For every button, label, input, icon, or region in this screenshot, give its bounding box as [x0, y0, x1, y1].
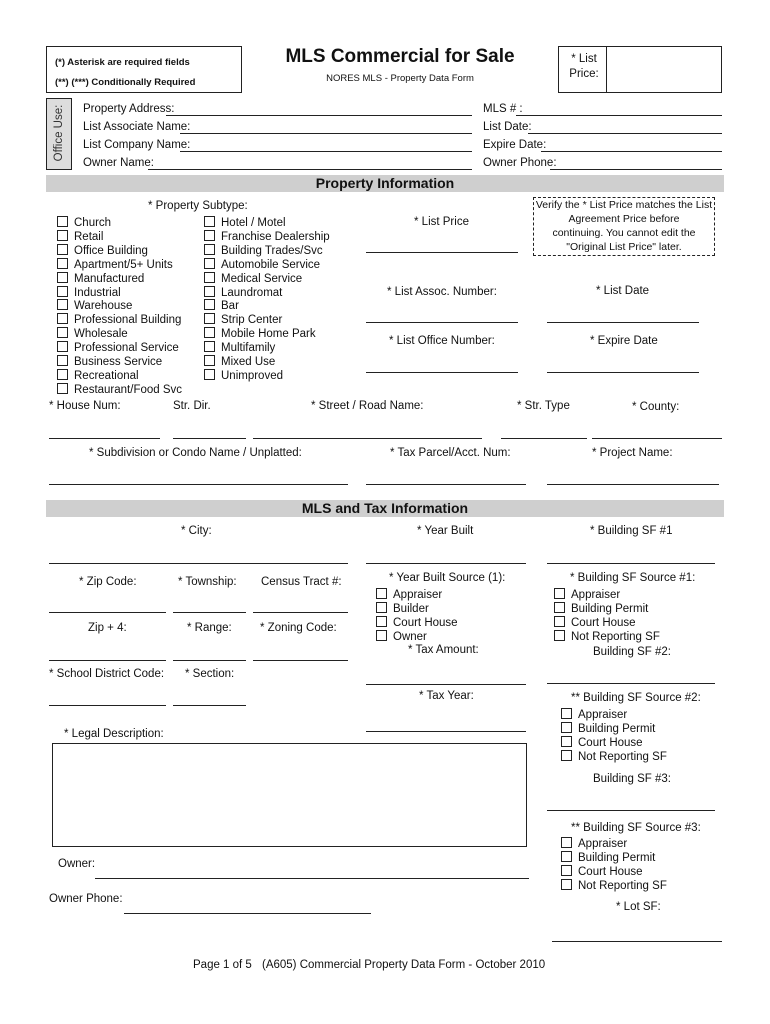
lot-sf-input[interactable]	[552, 941, 722, 942]
county-input[interactable]	[592, 438, 722, 439]
option-label: Appraiser	[578, 709, 628, 721]
list-associate-name-input[interactable]	[180, 133, 472, 134]
checkbox-icon[interactable]	[561, 837, 572, 848]
subtype-option-label: Office Building	[74, 244, 148, 257]
subtype-option-label: Recreational	[74, 369, 139, 382]
property-info-section-bar	[46, 175, 724, 192]
subtype-option-label: Unimproved	[221, 369, 283, 382]
subtype-option[interactable]	[57, 383, 182, 397]
office-owner-phone-label: Owner Phone:	[483, 157, 557, 169]
page-title: MLS Commercial for Sale	[285, 46, 515, 67]
legal-description-label: * Legal Description:	[64, 728, 164, 740]
checkbox-icon[interactable]	[554, 616, 565, 627]
lot-sf-label: * Lot SF:	[616, 901, 661, 913]
list-price-input[interactable]	[366, 252, 518, 253]
tax-year-label: * Tax Year:	[419, 690, 474, 702]
subtype-option-label: Franchise Dealership	[221, 230, 330, 243]
street-name-label: * Street / Road Name:	[311, 400, 424, 412]
building-sf-source-3-option[interactable]	[561, 865, 667, 879]
verify-note-line-4: "Original List Price" later.	[566, 241, 682, 253]
checkbox-icon[interactable]	[561, 722, 572, 733]
subtype-option[interactable]	[57, 327, 182, 341]
zip-plus-4-label: Zip + 4:	[88, 622, 127, 634]
house-num-input[interactable]	[49, 438, 160, 439]
subtype-option[interactable]	[204, 286, 330, 300]
footer-form-name: (A605) Commercial Property Data Form - October 2010	[262, 959, 546, 971]
subtype-option[interactable]	[57, 272, 182, 286]
building-sf-2-label: Building SF #2:	[593, 646, 671, 658]
tax-year-input[interactable]	[366, 731, 526, 732]
subtype-option-label: Restaurant/Food Svc	[74, 383, 183, 396]
subtype-option-label: Automobile Service	[221, 258, 321, 271]
subtype-option-label: Bar	[221, 300, 239, 313]
list-office-number-input[interactable]	[366, 372, 518, 373]
checkbox-icon[interactable]	[57, 299, 68, 310]
year-built-input[interactable]	[366, 563, 526, 564]
project-name-input[interactable]	[547, 484, 719, 485]
checkbox-icon[interactable]	[57, 258, 68, 269]
year-built-source-option[interactable]	[376, 630, 458, 644]
owner-name-label: Owner Name:	[83, 157, 154, 169]
checkbox-icon[interactable]	[561, 879, 572, 890]
building-sf-source-1-option[interactable]	[554, 588, 660, 602]
checkbox-icon[interactable]	[376, 616, 387, 627]
building-sf-source-1-option[interactable]	[554, 630, 660, 644]
option-label: Appraiser	[571, 589, 621, 601]
office-use-label: Office Use:	[53, 104, 65, 162]
subtype-option[interactable]	[204, 230, 330, 244]
subtype-option-label: Church	[74, 217, 112, 229]
school-district-input[interactable]	[49, 705, 166, 706]
subtype-option-label: Medical Service	[221, 272, 303, 285]
building-sf-1-label: * Building SF #1	[590, 525, 673, 537]
range-label: * Range:	[187, 622, 232, 634]
checkbox-icon[interactable]	[204, 244, 215, 255]
checkbox-icon[interactable]	[57, 230, 68, 241]
office-expire-date-label: Expire Date:	[483, 139, 547, 151]
subdivision-input[interactable]	[49, 484, 348, 485]
zoning-code-label: * Zoning Code:	[260, 622, 337, 634]
owner-input[interactable]	[95, 878, 529, 879]
subtype-option[interactable]	[204, 369, 330, 383]
subtype-list-col2	[204, 216, 330, 383]
mls-tax-section-title: MLS and Tax Information	[301, 500, 469, 516]
zip-code-input[interactable]	[49, 612, 166, 613]
checkbox-icon[interactable]	[204, 299, 215, 310]
checkbox-icon[interactable]	[204, 216, 215, 227]
subtype-option-label: Manufactured	[74, 272, 145, 285]
checkbox-icon[interactable]	[561, 865, 572, 876]
subtype-option[interactable]	[57, 244, 182, 258]
project-name-label: * Project Name:	[592, 447, 673, 459]
range-input[interactable]	[173, 660, 246, 661]
option-label: Court House	[578, 736, 643, 749]
expire-date-label: * Expire Date	[590, 335, 658, 347]
subtype-option[interactable]	[57, 369, 182, 383]
list-assoc-number-input[interactable]	[366, 322, 518, 323]
option-label: Not Reporting SF	[578, 750, 667, 763]
year-built-label: * Year Built	[417, 525, 474, 537]
subtype-option[interactable]	[57, 355, 182, 369]
tax-parcel-input[interactable]	[366, 484, 526, 485]
list-company-name-label: List Company Name:	[83, 139, 191, 151]
year-built-source-label: * Year Built Source (1):	[389, 572, 506, 584]
subtype-option-label: Apartment/5+ Units	[74, 258, 173, 271]
subtype-option[interactable]	[57, 258, 182, 272]
building-sf-source-1-option[interactable]	[554, 616, 660, 630]
city-input[interactable]	[49, 563, 348, 564]
building-sf-source-2-option[interactable]	[561, 708, 667, 722]
option-label: Builder	[393, 602, 429, 615]
checkbox-icon[interactable]	[561, 708, 572, 719]
subtype-option-label: Building Trades/Svc	[221, 244, 323, 257]
subtype-option-label: Hotel / Motel	[221, 217, 286, 229]
list-date-label: * List Date	[596, 285, 650, 297]
verify-note-line-1: Verify the * List Price matches the List	[535, 199, 713, 211]
checkbox-icon[interactable]	[57, 383, 68, 394]
census-tract-label: Census Tract #:	[261, 576, 342, 588]
subtype-option[interactable]	[204, 244, 330, 258]
subtype-list-col1	[57, 216, 182, 397]
building-sf-source-2-list	[561, 708, 667, 764]
checkbox-icon[interactable]	[204, 369, 215, 380]
checkbox-icon[interactable]	[204, 272, 215, 283]
checkbox-icon[interactable]	[204, 230, 215, 241]
building-sf-source-3-label: ** Building SF Source #3:	[571, 822, 701, 834]
subtype-option[interactable]	[204, 341, 330, 355]
building-sf-1-input[interactable]	[547, 563, 715, 564]
str-type-label: * Str. Type	[517, 400, 570, 412]
option-label: Court House	[578, 865, 643, 878]
subtype-option-label: Professional Building	[74, 314, 182, 327]
list-price-header-label-1: * List	[571, 53, 597, 65]
checkbox-icon[interactable]	[57, 313, 68, 324]
year-built-source-option[interactable]	[376, 588, 458, 602]
subtype-option[interactable]	[57, 299, 182, 313]
option-label: Not Reporting SF	[578, 879, 667, 892]
owner-phone-label: Owner Phone:	[49, 893, 123, 905]
building-sf-source-2-option[interactable]	[561, 750, 667, 764]
checkbox-icon[interactable]	[561, 750, 572, 761]
checkbox-icon[interactable]	[561, 851, 572, 862]
checkbox-icon[interactable]	[57, 355, 68, 366]
subtype-option[interactable]	[204, 272, 330, 286]
list-price-label: * List Price	[414, 216, 469, 228]
checkbox-icon[interactable]	[554, 630, 565, 641]
checkbox-icon[interactable]	[376, 630, 387, 641]
zoning-code-input[interactable]	[253, 660, 348, 661]
building-sf-source-1-option[interactable]	[554, 602, 660, 616]
year-built-source-list	[376, 588, 458, 644]
property-address-input[interactable]	[166, 115, 472, 116]
census-tract-input[interactable]	[253, 612, 348, 613]
checkbox-icon[interactable]	[57, 327, 68, 338]
subtype-option[interactable]	[57, 341, 182, 355]
subtype-option[interactable]	[204, 313, 330, 327]
subtype-option-label: Professional Service	[74, 342, 179, 355]
checkbox-icon[interactable]	[561, 736, 572, 747]
township-input[interactable]	[173, 612, 246, 613]
subtype-option-label: Business Service	[74, 356, 163, 369]
option-label: Appraiser	[393, 589, 443, 601]
verify-note-line-3: continuing. You cannot edit the	[552, 227, 696, 239]
office-list-date-input[interactable]	[528, 133, 722, 134]
checkbox-icon[interactable]	[57, 244, 68, 255]
required-note: (*) Asterisk are required fields	[55, 57, 190, 68]
street-name-input[interactable]	[253, 438, 482, 439]
building-sf-source-3-option[interactable]	[561, 879, 667, 893]
zip-code-label: * Zip Code:	[79, 576, 137, 588]
building-sf-2-input[interactable]	[547, 683, 715, 684]
checkbox-icon[interactable]	[376, 588, 387, 599]
building-sf-source-2-label: ** Building SF Source #2:	[571, 692, 701, 704]
building-sf-source-2-option[interactable]	[561, 722, 667, 736]
checkbox-icon[interactable]	[204, 313, 215, 324]
list-date-input[interactable]	[547, 322, 699, 323]
subtype-option-label: Laundromat	[221, 286, 283, 299]
checkbox-icon[interactable]	[204, 286, 215, 297]
checkbox-icon[interactable]	[57, 286, 68, 297]
tax-parcel-label: * Tax Parcel/Acct. Num:	[390, 447, 511, 459]
subtype-option-label: Multifamily	[221, 342, 276, 355]
section-label: * Section:	[185, 668, 235, 680]
option-label: Court House	[571, 616, 636, 629]
subtype-option-label: Mixed Use	[221, 356, 276, 369]
building-sf-3-input[interactable]	[547, 810, 715, 811]
owner-name-input[interactable]	[148, 169, 472, 170]
county-label: * County:	[632, 401, 680, 413]
year-built-source-option[interactable]	[376, 602, 458, 616]
checkbox-icon[interactable]	[57, 341, 68, 352]
option-label: Appraiser	[578, 838, 628, 850]
list-company-name-input[interactable]	[180, 151, 472, 152]
subtype-option-label: Warehouse	[74, 300, 133, 313]
list-assoc-number-label: * List Assoc. Number:	[387, 286, 497, 298]
list-office-number-label: * List Office Number:	[389, 335, 495, 347]
zip-plus-4-input[interactable]	[49, 660, 166, 661]
option-label: Not Reporting SF	[571, 630, 660, 643]
year-built-source-option[interactable]	[376, 616, 458, 630]
office-owner-phone-input[interactable]	[550, 169, 722, 170]
checkbox-icon[interactable]	[376, 602, 387, 613]
subtype-option[interactable]	[57, 313, 182, 327]
subtype-option-label: Wholesale	[74, 328, 128, 341]
subtype-option[interactable]	[57, 286, 182, 300]
building-sf-3-label: Building SF #3:	[593, 773, 671, 785]
subtype-option[interactable]	[57, 216, 182, 230]
subdivision-label: * Subdivision or Condo Name / Unplatted:	[89, 447, 302, 459]
property-subtype-label: * Property Subtype:	[148, 200, 248, 212]
subtype-option[interactable]	[204, 216, 330, 230]
subtype-option[interactable]	[57, 230, 182, 244]
list-associate-name-label: List Associate Name:	[83, 121, 191, 133]
checkbox-icon[interactable]	[554, 602, 565, 613]
option-label: Owner	[393, 630, 427, 643]
subtype-option[interactable]	[204, 355, 330, 369]
office-expire-date-input[interactable]	[541, 151, 722, 152]
verify-note-line-2: Agreement Price before	[568, 213, 680, 225]
conditional-note: (**) (***) Conditionally Required	[55, 77, 196, 88]
expire-date-input[interactable]	[547, 372, 699, 373]
checkbox-icon[interactable]	[204, 355, 215, 366]
option-label: Court House	[393, 616, 458, 629]
property-info-section-title: Property Information	[315, 175, 455, 191]
building-sf-source-3-list	[561, 837, 667, 893]
str-type-input[interactable]	[501, 438, 587, 439]
option-label: Building Permit	[571, 602, 649, 615]
checkbox-icon[interactable]	[57, 369, 68, 380]
mls-number-label: MLS # :	[483, 103, 523, 115]
mls-number-input[interactable]	[516, 115, 722, 116]
office-list-date-label: List Date:	[483, 121, 532, 133]
building-sf-source-1-list	[554, 588, 660, 644]
checkbox-icon[interactable]	[204, 341, 215, 352]
subtype-option-label: Retail	[74, 230, 104, 243]
option-label: Building Permit	[578, 722, 656, 735]
section-input[interactable]	[173, 705, 246, 706]
city-label: * City:	[181, 525, 212, 537]
subtype-option-label: Industrial	[74, 286, 121, 299]
property-address-label: Property Address:	[83, 103, 175, 115]
checkbox-icon[interactable]	[204, 327, 215, 338]
school-district-label: * School District Code:	[49, 668, 165, 680]
list-price-header-label-2: Price:	[569, 68, 599, 80]
footer-page-number: Page 1 of 5	[193, 959, 252, 971]
subtype-option-label: Strip Center	[221, 314, 283, 327]
owner-phone-input[interactable]	[124, 913, 371, 914]
owner-label: Owner:	[58, 858, 96, 870]
checkbox-icon[interactable]	[57, 216, 68, 227]
option-label: Building Permit	[578, 851, 656, 864]
tax-amount-input[interactable]	[366, 684, 526, 685]
building-sf-source-3-option[interactable]	[561, 837, 667, 851]
mls-tax-section-bar	[46, 500, 724, 517]
checkbox-icon[interactable]	[204, 258, 215, 269]
list-price-header-divider	[606, 46, 607, 93]
str-dir-label: Str. Dir.	[173, 400, 211, 412]
page-subtitle: NORES MLS - Property Data Form	[326, 73, 474, 84]
subtype-option[interactable]	[204, 327, 330, 341]
subtype-option-label: Mobile Home Park	[221, 328, 316, 341]
building-sf-source-1-label: * Building SF Source #1:	[570, 572, 696, 584]
checkbox-icon[interactable]	[554, 588, 565, 599]
subtype-option[interactable]	[204, 299, 330, 313]
tax-amount-label: * Tax Amount:	[408, 644, 479, 656]
list-price-header-input[interactable]	[608, 48, 720, 91]
subtype-option[interactable]	[204, 258, 330, 272]
legal-description-textarea[interactable]	[52, 743, 527, 847]
township-label: * Township:	[178, 576, 237, 588]
checkbox-icon[interactable]	[57, 272, 68, 283]
building-sf-source-3-option[interactable]	[561, 851, 667, 865]
str-dir-input[interactable]	[173, 438, 246, 439]
building-sf-source-2-option[interactable]	[561, 736, 667, 750]
house-num-label: * House Num:	[49, 400, 121, 412]
